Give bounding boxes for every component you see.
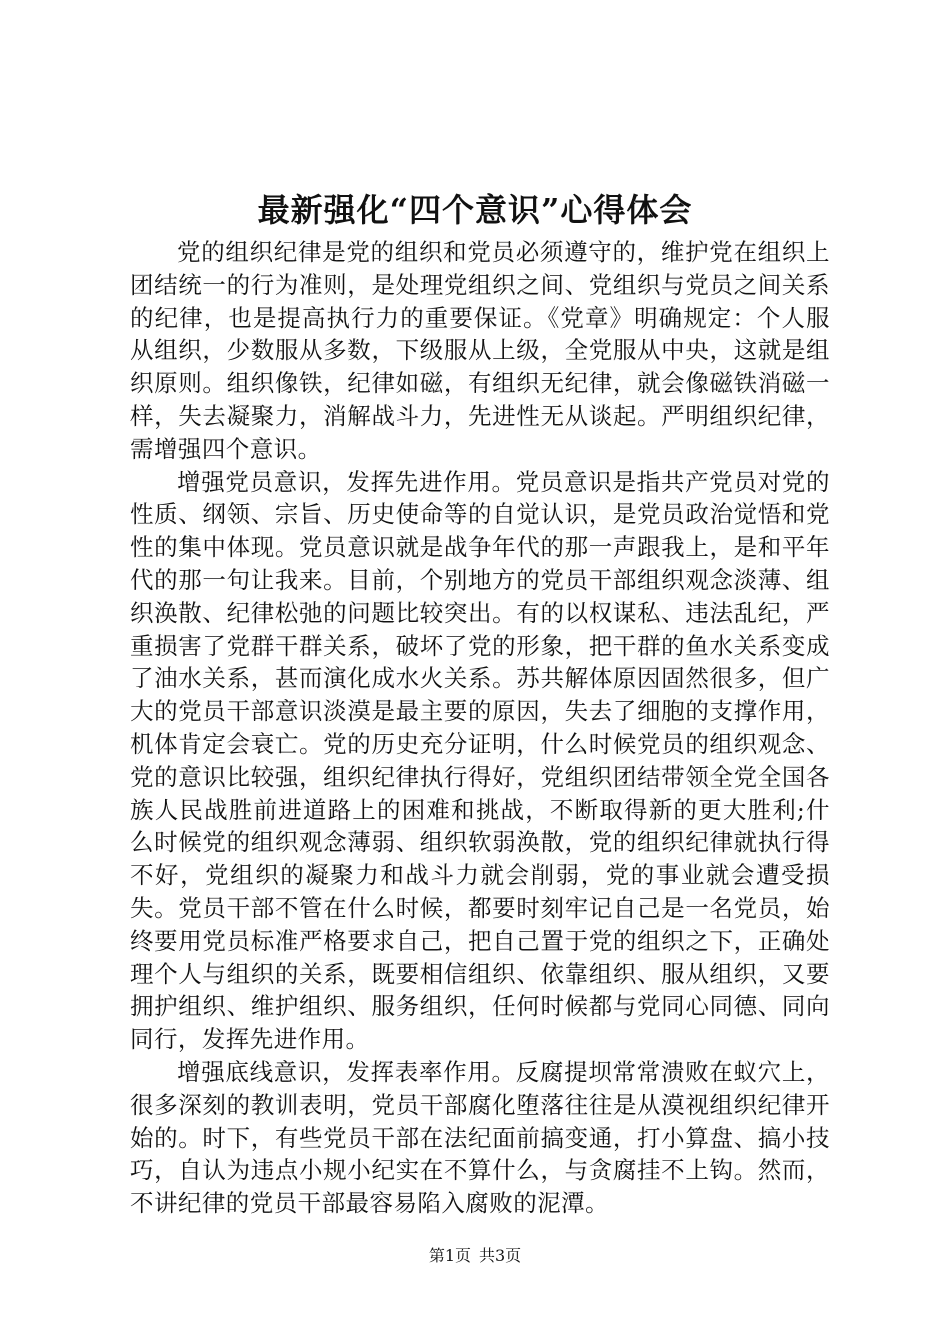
paragraph: 党的组织纪律是党的组织和党员必须遵守的，维护党在组织上团结统一的行为准则，是处理党组织之间、党组织与党员之间关系的纪律，也是提高执行力的重要保证。《党章》明确规定：个人服从组织，少数服从多数，下级服从上级，全党服从中央，这就是组织原则。组织像铁，纪律如磁，有组织无纪律，就会像磁铁消磁一样，失去凝聚力，消解战斗力，先进性无从谈起。严明组织纪律，需增强四个意识。 xyxy=(130,238,830,463)
document-title: 最新强化“四个意识”心得体会 xyxy=(257,191,693,229)
paragraph: 增强底线意识，发挥表率作用。反腐提坝常常溃败在蚁穴上，很多深刻的教训表明，党员干部腐化堕落往往是从漠视组织纪律开始的。时下，有些党员干部在法纪面前搞变通，打小算盘、搞小技巧，自认为违点小规小纪实在不算什么，与贪腐挂不上钩。然而，不讲纪律的党员干部最容易陷入腐败的泥潭。 xyxy=(130,1057,830,1218)
paragraph: 增强党员意识，发挥先进作用。党员意识是指共产党员对党的性质、纲领、宗旨、历史使命等的自觉认识，是党员政治觉悟和党性的集中体现。党员意识就是战争年代的那一声跟我上，是和平年代的那一句让我来。目前，个别地方的党员干部组织观念淡薄、组织涣散、纪律松弛的问题比较突出。有的以权谋私、违法乱纪，严重损害了党群干群关系，破坏了党的形象，把干群的鱼水关系变成了油水关系，甚而演化成水火关系。苏共解体原因固然很多，但广大的党员干部意识淡漠是最主要的原因，失去了细胞的支撑作用，机体肯定会衰亡。党的历史充分证明，什么时候党员的组织观念、党的意识比较强，组织纪律执行得好，党组织团结带领全党全国各族人民战胜前进道路上的困难和挑战，不断取得新的更大胜利;什么时候党的组织观念薄弱、组织软弱涣散，党的组织纪律就执行得不好，党组织的凝聚力和战斗力就会削弱，党的事业就会遭受损失。党员干部不管在什么时候，都要时刻牢记自己是一名党员，始终要用党员标准严格要求自己，把自己置于党的组织之下，正确处理个人与组织的关系，既要相信组织、依靠组织、服从组织，又要拥护组织、维护组织、服务组织，任何时候都与党同心同德、同向同行，发挥先进作用。 xyxy=(130,467,830,1054)
page-total: 共3页 xyxy=(479,1246,522,1265)
page-footer xyxy=(0,1245,950,1267)
page-number: 第1页 xyxy=(428,1246,471,1265)
document-body xyxy=(130,236,830,1220)
